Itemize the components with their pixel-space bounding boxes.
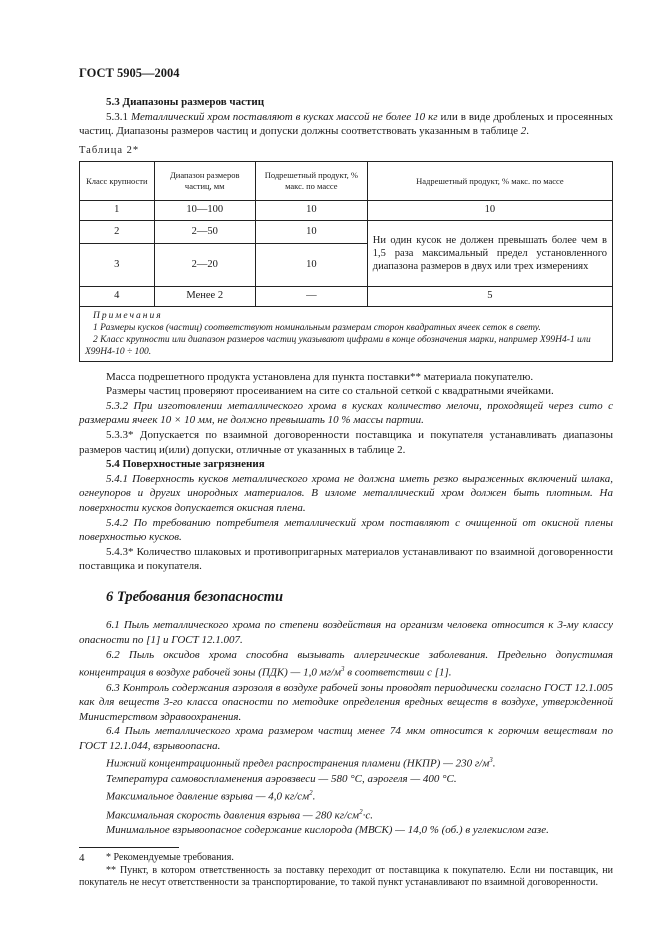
section-5-3-title: 5.3 Диапазоны размеров частиц — [106, 96, 265, 108]
notes-title: Примечания — [93, 310, 163, 321]
paragraph-6-4: 6.4 Пыль металлического хрома размером частиц менее 74 мкм относится к горючим веществам по ГОСТ 12.1.044, взрывоопасна. — [79, 725, 613, 752]
superscript: 3 — [489, 756, 493, 765]
paragraph-6-2 — [79, 648, 613, 681]
note-1: 1 Размеры кусков (частиц) соответствуют номинальным размерам сторон квадратных ячеек сеток в свету. — [93, 322, 541, 333]
table-cell: 5 — [367, 286, 612, 306]
table-cell: 10 — [255, 243, 367, 286]
section-5-4-title: 5.4 Поверхностные загрязнения — [106, 458, 265, 471]
italic-text: Металлический хром поставляют в кусках массой не более 10 кг — [130, 110, 438, 123]
paragraph-5-3-3: 5.3.3* Допускается по взаимной договоренности поставщика и покупателя устанавливать диапазоны размеров частиц и(или) допуски, отличные от указанных в таблице 2. — [79, 428, 613, 456]
line-mvsk: Минимальное взрывоопасное содержание кислорода (МВСК) — 14,0 % (об.) в углекислом газе. — [106, 823, 549, 836]
paragraph-sieving: Размеры частиц проверяют просеиванием на сите со стальной сеткой с квадратными ячейками. — [106, 385, 554, 398]
text: Максимальная скорость давления взрыва — 280 кг/см — [106, 809, 360, 822]
line-max-rate — [79, 805, 613, 823]
table-row — [80, 201, 613, 221]
text: Нижний концентрационный предел распространения пламени (НКПР) — 230 г/м — [106, 758, 490, 771]
text: 6.2 Пыль оксидов хрома способна вызывать аллергические заболевания. Предельно допустимая концентрация в воздухе рабочей зоны (ПДК) — 1,0 мг/м — [79, 648, 613, 679]
paragraph-6-3: 6.3 Контроль содержания аэрозоля в воздухе рабочей зоны проводят периодически согласно ГОСТ 12.1.005 как для веществ 3-го класса опасности по методике определения вредных веществ в воздухе, утвержденной Министерством здравоохранения. — [79, 681, 613, 723]
table-cell: 10—100 — [154, 201, 255, 221]
footnotes — [79, 852, 613, 890]
table-cell: 10 — [255, 201, 367, 221]
col-header-range: Диапазон размеров частиц, мм — [154, 162, 255, 201]
superscript: 2 — [309, 789, 313, 798]
table-notes — [80, 306, 613, 361]
table-row — [80, 220, 613, 243]
table-row — [80, 286, 613, 306]
line-max-pressure — [79, 786, 613, 804]
table-cell: 4 — [80, 286, 155, 306]
table-ref: 2 — [520, 125, 527, 138]
table-cell: 10 — [367, 201, 612, 221]
table-cell: 10 — [255, 220, 367, 243]
paragraph-5-4-3: 5.4.3* Количество шлаковых и противопригарных материалов устанавливают по взаимной договоренности поставщика и покупателя. — [79, 545, 613, 573]
text: . — [312, 790, 316, 803]
paragraph-mass: Масса подрешетного продукта установлена для пункта поставки** материала покупателю. — [106, 370, 534, 383]
text: или в виде дробленых и просеянных частиц. Диапазоны размеров частиц и допуски должны соответствовать указанным в таблице — [79, 110, 614, 138]
section-6-title: 6 Требования безопасности — [106, 588, 284, 605]
col-header-class: Класс крупности — [80, 162, 155, 201]
footnote-divider — [79, 847, 179, 848]
paragraph-5-3-2: 5.3.2 При изготовлении металлического хрома в кусках количество мелочи, проходящей через сито с размерами ячеек 10 × 10 мм, не должно превышать 10 % массы партии. — [79, 399, 613, 427]
table-header-row — [80, 162, 613, 201]
footnote-1: * Рекомендуемые требования. — [106, 852, 234, 864]
running-header: ГОСТ 5905—2004 — [79, 66, 180, 80]
note-2: 2 Класс крупности или диапазон размеров частиц указывают цифрами в конце обозначения марки, например Х99Н4-1 или Х99Н4-10 ÷ 100. — [85, 334, 591, 357]
paragraph-5-4-2: 5.4.2 По требованию потребителя металлический хром поставляют с очищенной от окисной плены поверхностью кусков. — [79, 516, 613, 544]
table-caption: Таблица 2* — [79, 144, 140, 156]
table-notes-row — [80, 306, 613, 361]
superscript: 2 — [359, 807, 363, 816]
line-autoignition: Температура самовоспламенения аэровзвеси — 580 °С, аэрогеля — 400 °С. — [106, 772, 457, 785]
table-cell: 2—50 — [154, 220, 255, 243]
table-cell: 2—20 — [154, 243, 255, 286]
col-header-undersize: Подрешетный продукт, % макс. по массе — [255, 162, 367, 201]
line-nkpr — [79, 753, 613, 771]
text: Максимальное давление взрыва — 4,0 кг/см — [106, 790, 310, 803]
text: . — [492, 758, 496, 771]
text: . — [526, 125, 530, 138]
clause-number: 5.3.1 — [106, 110, 131, 123]
merged-oversize-cell: Ни один кусок не должен превышать более чем в 1,5 раза максимальный предел установленного диапазона размеров в двух или трех измерениях — [367, 220, 612, 286]
page-content — [79, 95, 613, 890]
table-cell: — — [255, 286, 367, 306]
col-header-oversize: Надрешетный продукт, % макс. по массе — [367, 162, 612, 201]
table-cell: Менее 2 — [154, 286, 255, 306]
paragraph-6-1: 6.1 Пыль металлического хрома по степени воздействия на организм человека относится к 3-му классу опасности по [1] и ГОСТ 12.1.007. — [79, 619, 613, 647]
particle-size-table — [79, 161, 613, 361]
paragraph-5-4-1: 5.4.1 Поверхность кусков металлического хрома не должна иметь резко выраженных включений шлака, огнеупоров и других инородных материалов. В изломе металлический хром должен быть плотным. На поверхности кусков допускается окисная плена. — [79, 472, 613, 514]
table-cell: 1 — [80, 201, 155, 221]
paragraph-5-3-1 — [79, 110, 613, 139]
table-cell: 2 — [80, 220, 155, 243]
text: ·с. — [362, 809, 373, 822]
footnote-2: ** Пункт, в котором ответственность за поставку переходит от поставщика к покупателю. Если ни поставщик, ни покупатель не несут ответственности за транспортирование, то такой пункт устанавливают по взаимной договоренности. — [79, 864, 613, 889]
superscript: 3 — [340, 665, 345, 674]
text: в соответствии с [1]. — [344, 666, 452, 679]
page-number: 4 — [79, 852, 85, 864]
table-cell: 3 — [80, 243, 155, 286]
